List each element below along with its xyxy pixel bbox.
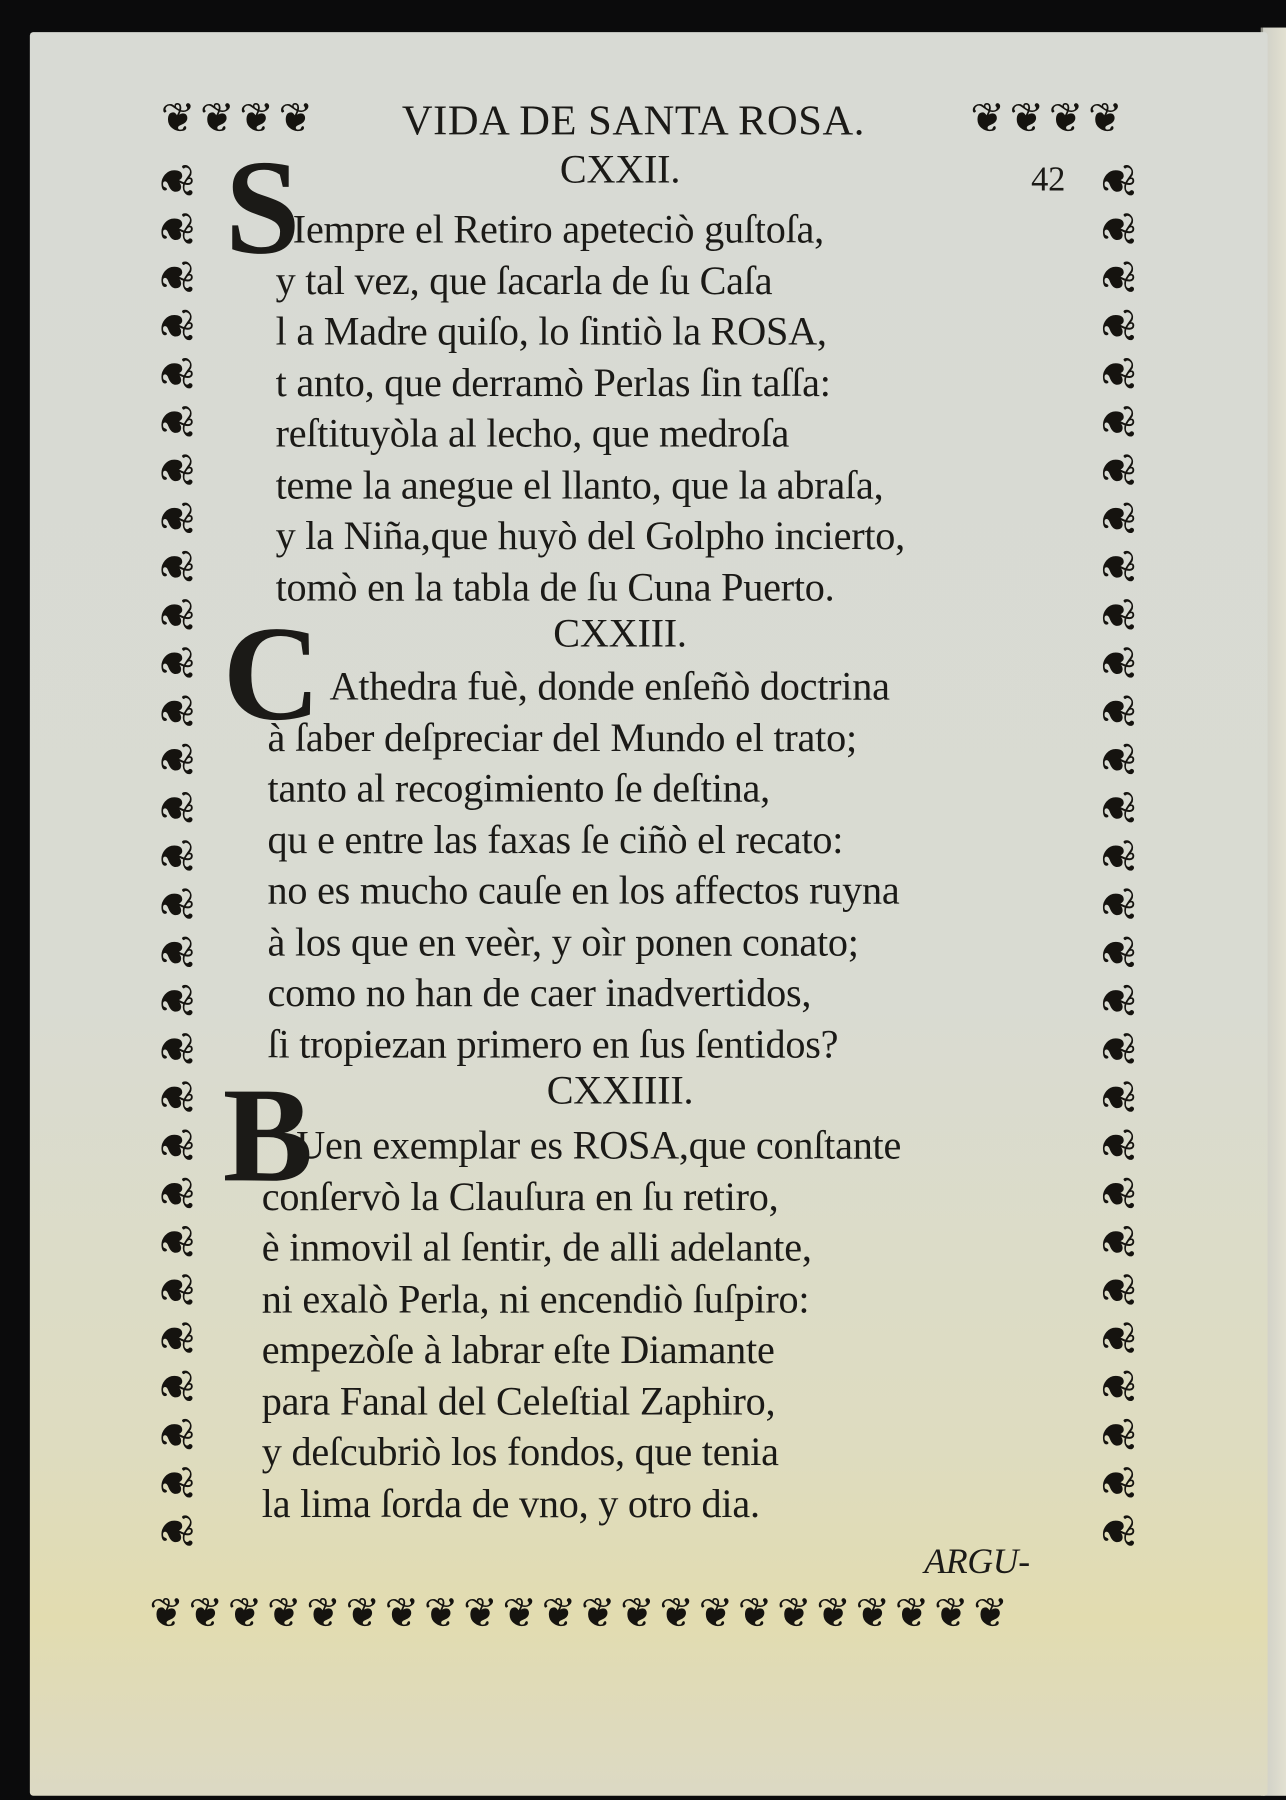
fleuron-ornament	[228, 1594, 263, 1635]
fleuron-ornament	[152, 1078, 198, 1116]
fleuron-ornament	[1094, 259, 1140, 297]
fleuron-ornament	[152, 837, 198, 875]
fleuron-ornament	[1094, 1320, 1140, 1358]
fleuron-ornament	[816, 1594, 851, 1635]
fleuron-ornament	[1094, 837, 1140, 875]
fleuron-ornament	[777, 1594, 812, 1635]
fleuron-ornament	[1094, 982, 1140, 1020]
fleuron-ornament	[152, 1416, 198, 1454]
fleuron-ornament	[152, 403, 198, 441]
verse-line: è inmovil al ſentir, de alli adelante,	[261, 1225, 812, 1270]
fleuron-ornament	[1094, 596, 1140, 634]
fleuron-ornament	[345, 1594, 380, 1635]
verse-line: reſtituyòla al lecho, que medroſa	[275, 411, 790, 456]
fleuron-ornament	[152, 548, 198, 586]
fleuron-ornament	[152, 500, 198, 538]
verse-line: para Fanal del Celeſtial Zaphiro,	[261, 1378, 776, 1424]
verse-line: empezòſe à labrar eſte Diamante	[261, 1327, 775, 1373]
fleuron-ornament	[659, 1594, 694, 1635]
verse-line: qu e entre las faxas ſe ciñò el recato:	[267, 816, 844, 862]
fleuron-ornament	[1094, 1223, 1140, 1261]
fleuron-ornament	[189, 1594, 224, 1635]
fleuron-ornament	[1094, 307, 1140, 345]
drop-cap-initial: C	[222, 598, 321, 749]
fleuron-ornament	[152, 693, 198, 731]
fleuron-ornament	[1094, 1030, 1140, 1068]
fleuron-ornament	[267, 1594, 302, 1635]
fleuron-ornament	[1094, 644, 1140, 682]
verse-line: t anto, que derramò Perlas ſin taſſa:	[275, 359, 831, 405]
verse-line: l a Madre quiſo, lo ſintiò la ROSA,	[275, 308, 827, 354]
verse-line: como no han de caer inadvertidos,	[267, 970, 812, 1016]
fleuron-ornament	[1094, 1512, 1140, 1550]
verse-line: à los que en veèr, y oìr ponen conato;	[267, 919, 859, 964]
stanza-number: CXXII.	[559, 146, 681, 192]
fleuron-ornament	[152, 1464, 198, 1502]
fleuron-ornament	[152, 452, 198, 490]
running-title: VIDA DE SANTA ROSA.	[401, 97, 865, 145]
fleuron-ornament	[152, 934, 198, 972]
ornament-right-border	[1098, 158, 1136, 1554]
fleuron-ornament	[502, 1594, 537, 1635]
ornament-left-border	[156, 158, 194, 1554]
ornament-bottom-border	[149, 1594, 1008, 1635]
verse-line: teme la anegue el llanto, que la abraſa,	[275, 462, 884, 507]
stanza-number: CXXIII.	[553, 610, 687, 656]
fleuron-ornament	[1094, 548, 1140, 586]
fleuron-ornament	[152, 1127, 198, 1165]
fleuron-ornament	[152, 1320, 198, 1358]
fleuron-ornament	[152, 789, 198, 827]
verse-line: y tal vez, que ſacarla de ſu Caſa	[275, 257, 773, 303]
fleuron-ornament	[152, 210, 198, 248]
fleuron-ornament	[856, 1594, 891, 1635]
fleuron-ornament	[152, 982, 198, 1020]
fleuron-ornament	[542, 1594, 577, 1635]
verse-line: conſervò la Clauſura en ſu retiro,	[261, 1174, 779, 1219]
fleuron-ornament	[1094, 500, 1140, 538]
fleuron-ornament	[152, 162, 198, 200]
fleuron-ornament	[152, 1368, 198, 1406]
fleuron-ornament	[385, 1594, 420, 1635]
fleuron-ornament	[152, 1030, 198, 1068]
fleuron-ornament	[895, 1594, 930, 1635]
fleuron-ornament	[152, 259, 198, 297]
fleuron-ornament	[1094, 1464, 1140, 1502]
fleuron-ornament	[306, 1594, 341, 1635]
verse-line: Athedra fuè, donde enſeñò doctrina	[329, 663, 890, 709]
page-number: 42	[1031, 160, 1066, 199]
fleuron-ornament	[1094, 210, 1140, 248]
fleuron-ornament	[152, 741, 198, 779]
fleuron-ornament	[152, 596, 198, 634]
fleuron-ornament	[149, 1594, 184, 1635]
fleuron-ornament	[1094, 355, 1140, 393]
fleuron-ornament	[1094, 693, 1140, 731]
fleuron-ornament	[620, 1594, 655, 1635]
fleuron-ornament	[152, 886, 198, 924]
verse-line: Uen exemplar es ROSA,que conſtante	[296, 1122, 902, 1168]
verse-line: tanto al recogimiento ſe deſtina,	[267, 765, 770, 811]
fleuron-ornament	[1094, 403, 1140, 441]
verse-line: Iempre el Retiro apeteciò guſtoſa,	[292, 206, 824, 252]
fleuron-ornament	[581, 1594, 616, 1635]
fleuron-ornament	[152, 1512, 198, 1550]
fleuron-ornament	[1094, 934, 1140, 972]
fleuron-ornament	[1094, 1078, 1140, 1116]
verse-line: ni exalò Perla, ni encendiò ſuſpiro:	[261, 1276, 810, 1322]
fleuron-ornament	[152, 355, 198, 393]
verse-line: no es mucho cauſe en los affectos ruyna	[267, 868, 900, 913]
verse-line: y la Niña,que huyò del Golpho incierto,	[275, 513, 905, 559]
fleuron-ornament	[463, 1594, 498, 1635]
fleuron-ornament	[424, 1594, 459, 1635]
fleuron-ornament	[1094, 162, 1140, 200]
fleuron-ornament	[1094, 741, 1140, 779]
fleuron-ornament	[1094, 886, 1140, 924]
fleuron-ornament	[1094, 452, 1140, 490]
fleuron-ornament	[738, 1594, 773, 1635]
fleuron-ornament	[152, 1175, 198, 1213]
ornament-top-right	[970, 99, 1122, 140]
fleuron-ornament	[1094, 1416, 1140, 1454]
verse-line: ſi tropiezan primero en ſus ſentidos?	[267, 1021, 839, 1067]
drop-cap-initial: B	[222, 1059, 313, 1211]
fleuron-ornament	[934, 1594, 969, 1635]
stanza-number: CXXIIII.	[546, 1067, 694, 1113]
verse-line: à ſaber deſpreciar del Mundo el trato;	[267, 714, 857, 760]
fleuron-ornament	[1094, 1127, 1140, 1165]
fleuron-ornament	[152, 1223, 198, 1261]
drop-cap-initial: S	[225, 132, 301, 283]
fleuron-ornament	[1094, 1271, 1140, 1309]
fleuron-ornament	[152, 644, 198, 682]
fleuron-ornament	[1094, 1175, 1140, 1213]
fleuron-ornament	[152, 1271, 198, 1309]
fleuron-ornament	[152, 307, 198, 345]
fleuron-ornament	[699, 1594, 734, 1635]
fleuron-ornament	[1094, 789, 1140, 827]
fleuron-ornament	[1094, 1368, 1140, 1406]
verse-line: tomò en la tabla de ſu Cuna Puerto.	[275, 564, 835, 610]
verse-line: y deſcubriò los fondos, que tenia	[261, 1429, 779, 1475]
verse-line: la lima ſorda de vno, y otro dia.	[261, 1480, 760, 1526]
catchword: ARGU-	[924, 1540, 1030, 1582]
fleuron-ornament	[973, 1594, 1008, 1635]
